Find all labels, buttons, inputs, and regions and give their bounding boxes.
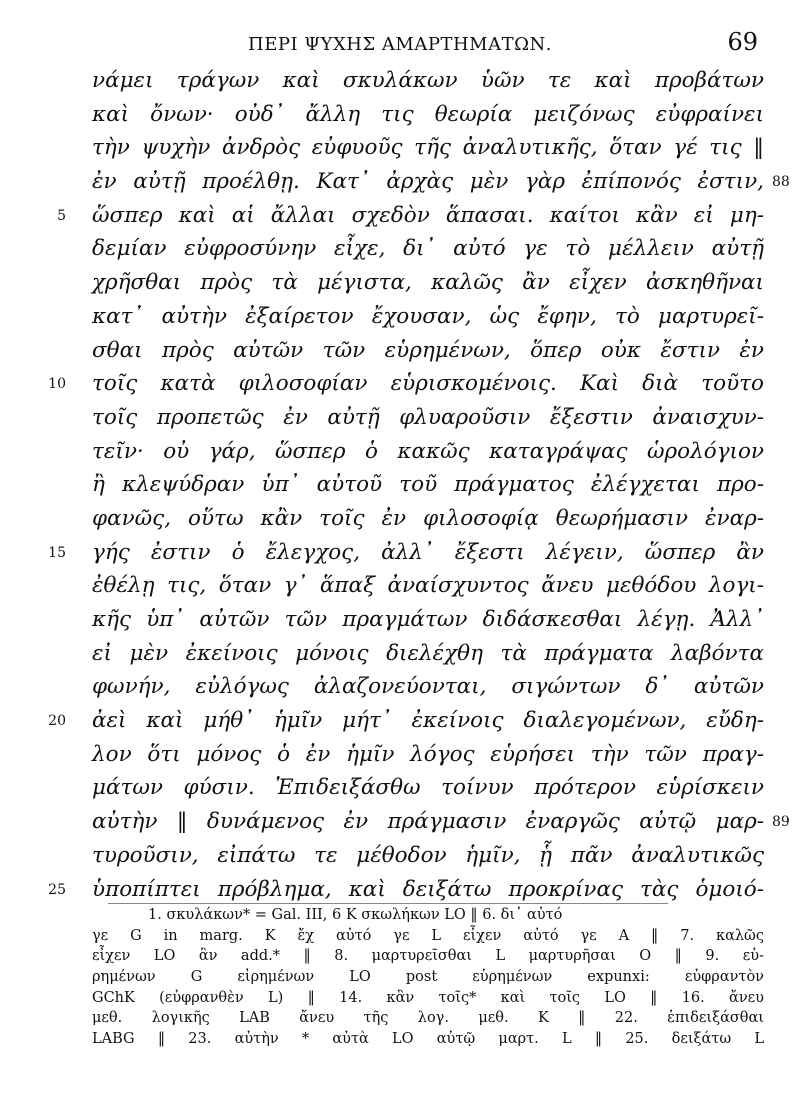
text-line (0, 334, 800, 368)
line-text: εἰ μὲν ἐκείνοις μόνοις διελέχθη τὰ πράγματα λαβόντα (92, 640, 764, 666)
line-text: φανῶς, οὕτω κἂν τοῖς ἐν φιλοσοφίᾳ θεωρήμασιν ἐναρ- (92, 505, 764, 531)
line-text: λον ὅτι μόνος ὁ ἐν ἡμῖν λόγος εὑρήσει τὴν τῶν πραγ- (92, 741, 764, 767)
line-text: ὑποπίπτει πρόβλημα, καὶ δειξάτω προκρίνας τὰς ὁμοιό- (92, 876, 764, 902)
line-text: ἐν αὐτῇ προέλθῃ. Κατ᾽ ἀρχὰς μὲν γὰρ ἐπίπονός ἐστιν, (92, 169, 764, 195)
line-text: κατ᾽ αὐτὴν ἐξαίρετον ἔχουσαν, ὡς ἔφην, τὸ μαρτυρεῖ- (92, 303, 764, 329)
line-text: ὥσπερ καὶ αἱ ἄλλαι σχεδὸν ἅπασαι. καίτοι κἂν εἰ μη- (92, 202, 764, 228)
line-number: 25 (48, 881, 66, 898)
line-text: ἀεὶ καὶ μήθ᾽ ἡμῖν μήτ᾽ ἐκείνοις διαλεγομένων, εὔδη- (92, 708, 764, 734)
margin-reference: 88 (772, 174, 790, 191)
line-text: μάτων φύσιν. Ἐπιδειξάσθω τοίνυν πρότερον εὑρίσκειν (92, 775, 764, 801)
margin-reference: 89 (772, 814, 790, 831)
line-number: 10 (48, 376, 66, 393)
apparatus-line: ρημένων G εἰρημένων LO post εὑρημένων expunxi: εὐφραντὸν (92, 969, 764, 986)
text-line (0, 131, 800, 165)
text-line (0, 704, 800, 738)
text-line (0, 165, 800, 199)
line-number: 15 (48, 544, 66, 561)
line-text: νάμει τράγων καὶ σκυλάκων ὑῶν τε καὶ προβάτων (92, 68, 764, 93)
text-line (0, 502, 800, 536)
text-line (0, 266, 800, 300)
line-text: σθαι πρὸς αὐτῶν τῶν εὑρημένων, ὅπερ οὐκ ἔστιν ἐν (92, 337, 764, 363)
line-text: δεμίαν εὐφροσύνην εἶχε, δι᾽ αὐτό γε τὸ μέλλειν αὐτῇ (92, 236, 764, 262)
line-number: 5 (57, 207, 66, 224)
text-line (0, 468, 800, 502)
main-text (0, 64, 800, 906)
critical-apparatus (92, 905, 764, 1050)
text-line (0, 738, 800, 772)
text-line (0, 536, 800, 570)
apparatus-line: LABG ‖ 23. αὐτὴν * αὐτὰ LO αὐτῷ μαρτ. L ‖ 25. δειξάτω L (92, 1031, 764, 1048)
line-text: φωνήν, εὐλόγως ἀλαζονεύονται, σιγώντων δ᾽ αὐτῶν (92, 674, 764, 700)
line-text: κῆς ὑπ᾽ αὐτῶν τῶν πραγμάτων διδάσκεσθαι λέγῃ. Ἀλλ᾽ (92, 607, 764, 632)
text-line (0, 569, 800, 603)
text-line (0, 435, 800, 469)
line-text: τοῖς προπετῶς ἐν αὐτῇ φλυαροῦσιν ἔξεστιν ἀναισχυν- (92, 404, 764, 430)
line-text: ἢ κλεψύδραν ὑπ᾽ αὐτοῦ τοῦ πράγματος ἐλέγχεται προ- (92, 472, 764, 498)
apparatus-line: εἶχεν LO ἂν add.* ‖ 8. μαρτυρεῖσθαι L μαρτυρῆσαι O ‖ 9. εὑ- (92, 948, 764, 965)
line-text: γής ἐστιν ὁ ἔλεγχος, ἀλλ᾽ ἔξεστι λέγειν, ὥσπερ ἂν (92, 539, 764, 565)
apparatus-line: γε G in marg. K ἔχ αὐτό γε L εἶχεν αὐτό γε A ‖ 7. καλῶς (92, 927, 764, 944)
text-line (0, 839, 800, 873)
apparatus-line: μεθ. λογικῆς LAB ἄνευ τῆς λογ. μεθ. K ‖ 22. ἐπιδειξάσθαι (92, 1010, 764, 1027)
running-header: ΠΕΡΙ ΨΥΧΗΣ ΑΜΑΡΤΗΜΑΤΩΝ. (248, 34, 552, 55)
line-text: ἐθέλῃ τις, ὅταν γ᾽ ἅπαξ ἀναίσχυντος ἄνευ μεθόδου λογι- (92, 573, 764, 599)
line-number: 20 (48, 713, 66, 730)
line-text: τυροῦσιν, εἰπάτω τε μέθοδον ἡμῖν, ᾗ πᾶν ἀναλυτικῶς (92, 842, 764, 868)
line-text: τοῖς κατὰ φιλοσοφίαν εὑρισκομένοις. Καὶ διὰ τοῦτο (92, 371, 764, 397)
line-text: τὴν ψυχὴν ἀνδρὸς εὐφυοῦς τῆς ἀναλυτικῆς, ὅταν γέ τις ‖ (92, 135, 764, 161)
text-line (0, 670, 800, 704)
text-line (0, 300, 800, 334)
text-line (0, 637, 800, 671)
line-text: τεῖν· οὐ γάρ, ὥσπερ ὁ κακῶς καταγράψας ὡρολόγιον (92, 438, 764, 464)
text-line (0, 64, 800, 98)
text-line (0, 232, 800, 266)
text-line (0, 805, 800, 839)
page-number: 69 (727, 28, 758, 56)
apparatus-line: GChK (εὐφρανθὲν L) ‖ 14. κἂν τοῖς* καὶ τοῖς LO ‖ 16. ἄνευ (92, 989, 764, 1006)
text-line (0, 873, 800, 907)
line-text: αὐτὴν ‖ δυνάμενος ἐν πράγμασιν ἐναργῶς αὐτῷ μαρ- (92, 809, 764, 835)
line-text: χρῆσθαι πρὸς τὰ μέγιστα, καλῶς ἂν εἶχεν ἀσκηθῆναι (92, 270, 764, 296)
line-text: καὶ ὄνων· οὐδ᾽ ἄλλη τις θεωρία μειζόνως εὐφραίνει (92, 101, 764, 127)
footnote-divider (108, 903, 668, 904)
text-line (0, 367, 800, 401)
text-line (0, 401, 800, 435)
apparatus-line: 1. σκυλάκων* = Gal. III, 6 K σκωλήκων LO ‖ 6. δι᾽ αὐτό (148, 907, 563, 923)
text-line (0, 98, 800, 132)
text-line (0, 199, 800, 233)
text-line (0, 603, 800, 637)
text-line (0, 771, 800, 805)
